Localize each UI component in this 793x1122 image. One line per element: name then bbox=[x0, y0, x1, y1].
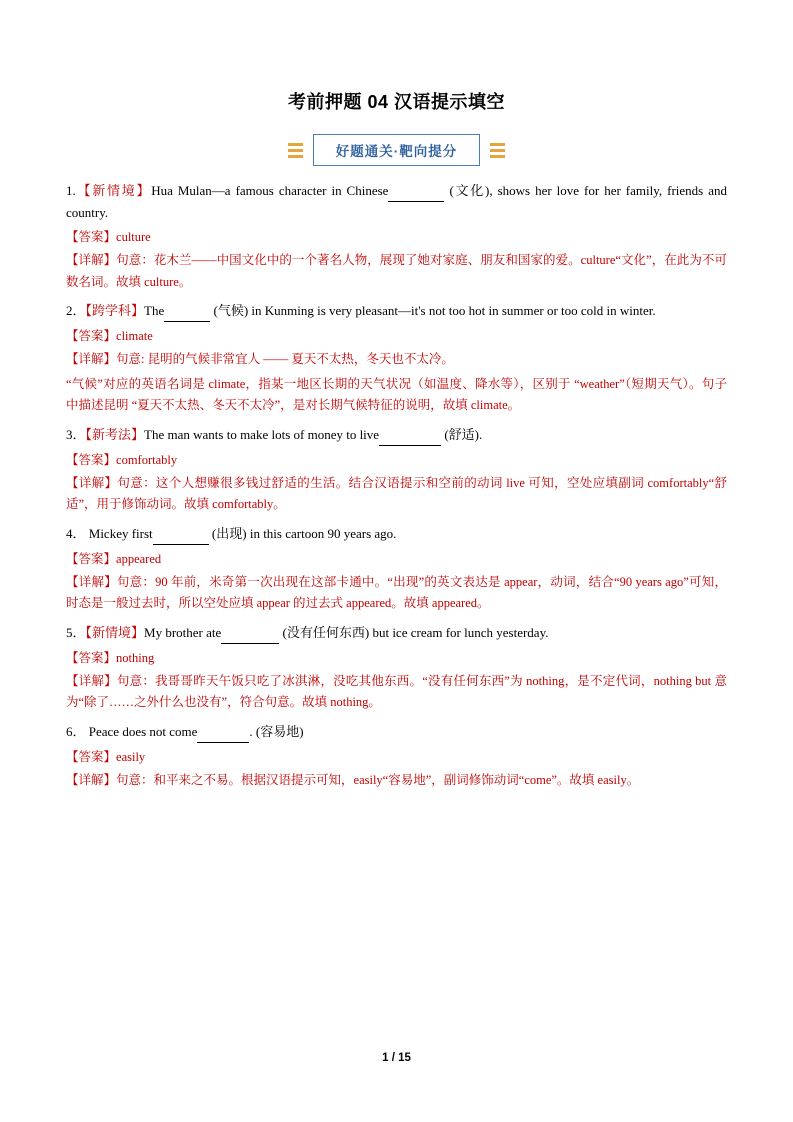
answer-line bbox=[66, 450, 727, 470]
answer-line bbox=[66, 648, 727, 668]
explanation-text: 句意：我哥哥昨天午饭只吃了冰淇淋，没吃其他东西。“没有任何东西”为 nothing，是不定代词，nothing but 意为“除了……之外什么也没有”，符合句意。故填 nothing。 bbox=[66, 673, 727, 710]
answer-line bbox=[66, 326, 727, 346]
explanation-label: 【详解】 bbox=[66, 352, 117, 367]
question-item bbox=[66, 523, 727, 545]
explanation-text: 句意：和平来之不易。根据汉语提示可知，easily“容易地”，副词修饰动词“come”。故填 easily。 bbox=[116, 772, 640, 787]
answer-label: 【答案】 bbox=[66, 650, 117, 665]
explanation-line bbox=[66, 770, 727, 792]
question-text-post: (气候) in Kunming is very pleasant—it's not too hot in summer or too cold in winter. bbox=[213, 303, 656, 319]
explanation-line bbox=[66, 349, 727, 371]
answer-label: 【答案】 bbox=[66, 452, 117, 467]
explanation-label: 【详解】 bbox=[66, 475, 118, 490]
answer-blank bbox=[197, 721, 249, 743]
question-item bbox=[66, 424, 727, 446]
question-item bbox=[66, 622, 727, 644]
page-number: 1 / 15 bbox=[382, 1052, 411, 1064]
question-item bbox=[66, 721, 727, 743]
explanation-text: 句意：90 年前，米奇第一次出现在这部卡通中。“出现”的英文表达是 appear，动词，结合“90 years ago”可知，时态是一般过去时，所以空处应填 appear 的过去式 appeared。故填 appeared。 bbox=[66, 574, 727, 611]
banner-label: 好题通关·靶向提分 bbox=[313, 134, 481, 166]
answer-label: 【答案】 bbox=[66, 749, 117, 764]
question-item bbox=[66, 180, 727, 223]
question-text-post: (没有任何东西) but ice cream for lunch yesterday. bbox=[282, 624, 549, 640]
question-text-pre: The man wants to make lots of money to live bbox=[144, 426, 380, 442]
explanation-text: 句意: 昆明的气候非常宜人 —— 夏天不太热，冬天也不太冷。 bbox=[116, 352, 454, 367]
explanation-line bbox=[66, 473, 727, 516]
answer-blank bbox=[388, 180, 444, 202]
question-number: 1. bbox=[66, 183, 76, 198]
answer-value: nothing bbox=[116, 650, 155, 665]
question-text-pre: Hua Mulan—a famous character in Chinese bbox=[151, 183, 389, 198]
answer-blank bbox=[379, 424, 441, 446]
answer-label: 【答案】 bbox=[66, 230, 117, 245]
answer-label: 【答案】 bbox=[66, 329, 117, 344]
answer-blank bbox=[164, 300, 210, 322]
question-text-pre: The bbox=[144, 303, 165, 319]
answer-line bbox=[66, 227, 727, 247]
explanation-line bbox=[66, 572, 727, 615]
question-text-post: (文化), shows her love for her family, friends and country. bbox=[66, 183, 727, 221]
answer-value: easily bbox=[116, 749, 146, 764]
question-text-post: . (容易地) bbox=[249, 723, 304, 739]
question-tag: 【新情境】 bbox=[85, 624, 145, 640]
answer-line bbox=[66, 747, 727, 767]
question-number: 5． bbox=[66, 624, 86, 640]
question-text-post: (出现) in this cartoon 90 years ago. bbox=[211, 525, 397, 541]
answer-value: culture bbox=[116, 230, 151, 245]
answer-blank bbox=[221, 622, 279, 644]
answer-value: climate bbox=[116, 329, 153, 344]
question-text-pre: My brother ate bbox=[144, 624, 222, 640]
question-tag: 【跨学科】 bbox=[85, 303, 145, 319]
explanation-label: 【详解】 bbox=[66, 574, 117, 589]
question-text-pre: Peace does not come bbox=[88, 723, 198, 739]
page-title: 考前押题 04 汉语提示填空 bbox=[287, 92, 506, 112]
explanation-label: 【详解】 bbox=[66, 772, 117, 787]
question-tag: 【新考法】 bbox=[85, 426, 145, 442]
question-number: 2． bbox=[66, 303, 86, 319]
banner-right-bars-icon bbox=[490, 143, 505, 158]
question-number: 6． bbox=[66, 723, 86, 739]
answer-blank bbox=[153, 523, 209, 545]
question-number: 3． bbox=[66, 426, 86, 442]
question-text-post: (舒适). bbox=[444, 426, 483, 442]
question-tag: 【新情境】 bbox=[75, 183, 152, 198]
answer-line bbox=[66, 549, 727, 569]
answer-value: comfortably bbox=[116, 452, 178, 467]
explanation-line bbox=[66, 250, 727, 293]
question-number: 4． bbox=[66, 525, 86, 541]
explanation-label: 【详解】 bbox=[66, 253, 117, 268]
explanation-line-continued: “气候”对应的英语名词是 climate，指某一地区长期的天气状况（如温度、降水等），区别于 “weather”（短期天气）。句子中描述昆明 “夏天不太热、冬天不太冷”，是对长期气候特征的说明，故填 climate。 bbox=[66, 376, 727, 413]
question-text-pre: Mickey first bbox=[88, 525, 153, 541]
explanation-line bbox=[66, 671, 727, 714]
explanation-text: 句意：这个人想赚很多钱过舒适的生活。结合汉语提示和空前的动词 live 可知，空处应填副词 comfortably“舒适”，用于修饰动词。故填 comfortably。 bbox=[66, 475, 727, 512]
answer-value: appeared bbox=[116, 551, 162, 566]
answer-label: 【答案】 bbox=[66, 551, 117, 566]
explanation-text: 句意：花木兰——中国文化中的一个著名人物，展现了她对家庭、朋友和国家的爱。culture“文化”，在此为不可数名词。故填 culture。 bbox=[66, 253, 727, 289]
section-banner bbox=[66, 134, 727, 166]
explanation-label: 【详解】 bbox=[66, 673, 117, 688]
banner-left-bars-icon bbox=[288, 143, 303, 158]
question-item bbox=[66, 300, 727, 322]
